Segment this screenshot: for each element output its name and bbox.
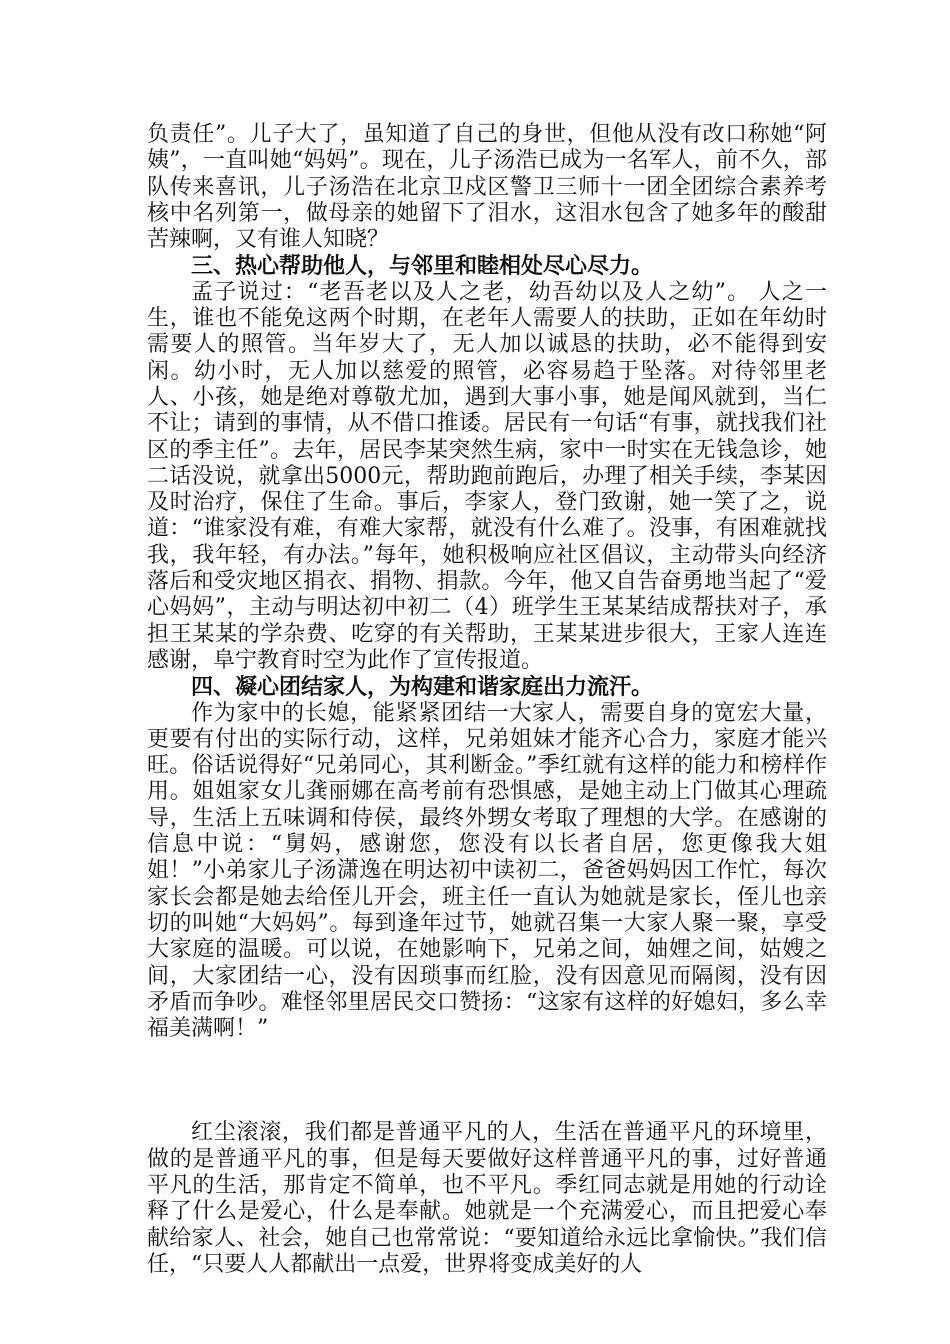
section-heading-three: 三、热心帮助他人，与邻里和睦相处尽心尽力。 <box>191 253 654 280</box>
section-heading-four: 四、凝心团结家人，为构建和谐家庭出力流汗。 <box>191 674 654 701</box>
document-body <box>147 122 827 1278</box>
paragraph-neighbors: 孟子说过：“老吾老以及人之老，幼吾幼以及人之幼”。 人之一生，谁也不能免这两个时期，在老年人需要人的扶助，正如在年幼时需要人的照管。当年岁大了，无人加以诚恳的扶助，必不能得到安闲。幼小时，无人加以慈爱的照管，必容易趋于坠落。对待邻里老人、小孩，她是绝对尊敬尤加，遇到大事小事，她是闻风就到，当仁不让；请到的事情，从不借口推诿。居民有一句话“有事，就找我们社区的季主任”。去年，居民李某突然生病，家中一时实在无钱急诊，她二话没说，就拿出5000元，帮助跑前跑后，办理了相关手续，李某因及时治疗，保住了生命。事后，李家人，登门致谢，她一笑了之，说道：“谁家没有难，有难大家帮，就没有什么难了。没事，有困难就找我，我年轻，有办法。”每年，她积极响应社区倡议，主动带头向经济落后和受灾地区捐衣、捐物、捐款。今年，他又自告奋勇地当起了“爱心妈妈”，主动与明达初中初二（4）班学生王某某结成帮扶对子，承担王某某的学杂费、吃穿的有关帮助，王某某进步很大，王家人连连感谢，阜宁教育时空为此作了宣传报道。 <box>147 279 827 673</box>
paragraph-conclusion: 红尘滚滚，我们都是普通平凡的人，生活在普通平凡的环境里，做的是普通平凡的事，但是每天要做好这样普通平凡的事，过好普通平凡的生活，那肯定不简单，也不平凡。季红同志就是用她的行动诠释了什么是爱心，什么是奉献。她就是一个充满爱心，而且把爱心奉献给家人、社会，她自己也常常说：“要知道给永远比拿愉快。”我们信任，“只要人人都献出一点爱，世界将变成美好的人 <box>147 1120 827 1277</box>
paragraph-family: 作为家中的长媳，能紧紧团结一大家人，需要自身的宽宏大量，更要有付出的实际行动，这样，兄弟姐妹才能齐心合力，家庭才能兴旺。俗话说得好“兄弟同心，其利断金。”季红就有这样的能力和榜样作用。姐姐家女儿龚丽娜在高考前有恐惧感，是她主动上门做其心理疏导，生活上五味调和侍侯，最终外甥女考取了理想的大学。在感谢的信息中说：“舅妈，感谢您，您没有以长者自居，您更像我大姐姐！”小弟家儿子汤潇逸在明达初中读初二，爸爸妈妈因工作忙，每次家长会都是她去给侄儿开会，班主任一直认为她就是家长，侄儿也亲切的叫她“大妈妈”。每到逢年过节，她就召集一大家人聚一聚，享受大家庭的温暖。可以说，在她影响下，兄弟之间，妯娌之间，姑嫂之间，大家团结一心，没有因琐事而红脸，没有因意见而隔阂，没有因矛盾而争吵。难怪邻里居民交口赞扬：“这家有这样的好媳妇，多么幸福美满啊！” <box>147 700 827 1042</box>
paragraph-continuation: 负责任”。儿子大了，虽知道了自己的身世，但他从没有改口称她“阿姨”，一直叫她“妈妈”。现在，儿子汤浩已成为一名军人，前不久，部队传来喜讯，儿子汤浩在北京卫戍区警卫三师十一团全团综合素养考核中名列第一，做母亲的她留下了泪水，这泪水包含了她多年的酸甜苦辣啊，又有谁人知晓？ <box>147 122 827 253</box>
